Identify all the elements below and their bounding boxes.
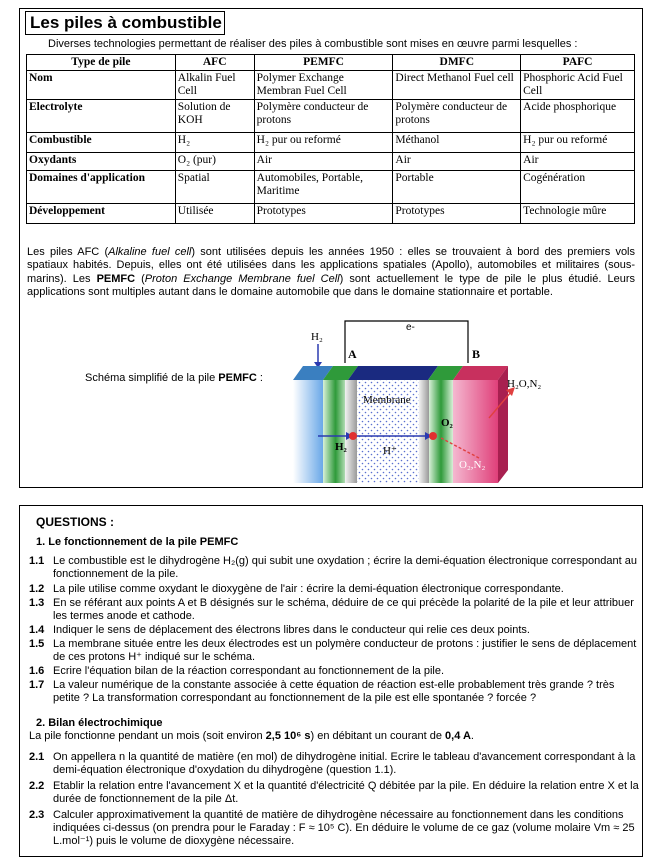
question-1-2 [29,583,639,596]
para-text: Les piles AFC ( [27,246,109,258]
o2-label: O₂ [441,417,453,429]
anode-reaction-star [349,432,357,440]
bilan-text: La pile fonctionne pendant un mois (soit environ [29,730,266,742]
h2o-n2-label: H₂O,N₂ [507,378,542,390]
para-text: ) sont utilisées depuis les années 1950 : elles se trouvaient à bord des premiers vols spatiaux habités. Depuis, elles ont été utilisées dans les applications spatiales (Apollo), automobiles et militaires (sous-marins). Les [27,246,636,285]
fuel-cell-table [26,54,635,224]
schema-caption [85,372,263,384]
question-text: Ecrire l'équation bilan de la réaction correspondant au fonctionnement de la pile. [53,665,445,677]
caption-text: : [256,372,263,384]
bilan-statement [29,730,474,742]
table-header: AFC [175,55,254,71]
table-header: Type de pile [27,55,176,71]
table-cell: Direct Methanol Fuel cell [393,71,521,100]
bilan-current: 0,4 A [445,730,471,742]
para-text: ) sont actuellement le type de pile le plus étudié. Leurs applications sont multiples autant dans le domaine automobile que dans le domaine stationnaire et portable. [27,272,635,299]
section-1-title: 1. Le fonctionnement de la pile PEMFC [36,536,239,548]
point-b-label: B [472,347,481,361]
question-text: La pile utilise comme oxydant le dioxygène de l'air : écrire la demi-équation électronique correspondante. [53,583,564,595]
question-number: 1.1 [29,555,45,567]
table-cell: Alkalin Fuel Cell [175,71,254,100]
bilan-duration: 2,5 10⁶ s [265,730,311,742]
row-label: Domaines d'application [27,171,176,204]
table-cell: Prototypes [254,204,393,224]
h2-inlet-label: H₂ [311,331,323,343]
table-row [27,204,635,224]
table-header: PAFC [521,55,635,71]
question-number: 1.4 [29,624,45,636]
question-text: La membrane située entre les deux électrodes est un polymère conducteur de protons : justifier le sens de déplacement de ces protons H⁺ indiqué sur le schéma. [53,638,637,663]
table-row [27,153,635,171]
question-1-6 [29,665,639,678]
cathode-reaction-star [429,432,437,440]
table-cell: Air [254,153,393,171]
table-cell: Solution de KOH [175,100,254,133]
intro-text: Diverses technologies permettant de réaliser des piles à combustible sont mises en œuvre parmi lesquelles : [48,38,578,50]
row-label: Développement [27,204,176,224]
table-cell: Méthanol [393,133,521,153]
grey-layer-right [419,380,429,483]
table-row [27,171,635,204]
table-row [27,100,635,133]
question-1-4 [29,624,639,637]
table-header: DMFC [393,55,521,71]
table-cell: Technologie mûre [521,204,635,224]
table-cell: Phosphoric Acid Fuel Cell [521,71,635,100]
question-1-1 [29,555,639,581]
question-text: La valeur numérique de la constante associée à cette équation de réaction est-elle probablement très grande ? très petite ? La transformation correspondant au fonctionnement de la pile est elle spontanée ? forcée ? [53,679,615,704]
table-row [27,71,635,100]
row-label: Combustible [27,133,176,153]
table-cell: H₂ pur ou reformé [521,133,635,153]
question-number: 2.2 [29,780,45,792]
table-cell: Air [521,153,635,171]
proton-label: H⁺ [383,445,397,457]
pemfc-diagram [283,318,573,498]
question-text: On appellera n la quantité de matière (en mol) de dihydrogène initial. Ecrire le tableau d'avancement correspondant à la demi-équation électronique d'oxydation du dihydrogène (question 1.1). [53,751,636,776]
table-cell: Polymer Exchange Membran Fuel Cell [254,71,393,100]
table-cell: Acide phosphorique [521,100,635,133]
row-label: Nom [27,71,176,100]
table-cell: Cogénération [521,171,635,204]
cathode-green [429,380,453,483]
question-1-3 [29,597,639,623]
blue-layer [293,380,323,483]
table-cell: H₂ [175,133,254,153]
question-number: 1.7 [29,679,45,691]
anode-green [323,380,348,483]
table-cell: Air [393,153,521,171]
question-2-2 [29,780,639,806]
table-row [27,133,635,153]
question-text: En se référant aux points A et B désignés sur le schéma, déduire de ce qui précède la polarité de la pile et leur attribuer les termes anode et cathode. [53,597,634,622]
question-number: 2.3 [29,809,45,821]
page-title: Les piles à combustible [25,11,225,35]
table-cell: Polymère conducteur de protons [393,100,521,133]
para-bold: PEMFC [96,272,136,285]
bilan-text: ) en débitant un courant de [310,730,446,742]
question-number: 1.5 [29,638,45,650]
table-cell: H₂ pur ou reformé [254,133,393,153]
question-text: Le combustible est le dihydrogène H₂(g) qui subit une oxydation ; écrire la demi-équation électronique correspondant au fonctionnement de la pile. [53,555,637,580]
caption-text: Schéma simplifié de la pile [85,372,219,384]
grey-layer-left [345,380,357,483]
membrane-top [348,366,438,380]
question-1-5 [29,638,639,664]
membrane-label: Membrane [363,394,411,406]
row-label: Electrolyte [27,100,176,133]
question-2-3 [29,809,639,848]
questions-heading: QUESTIONS : [36,515,115,529]
table-cell: O₂ (pur) [175,153,254,171]
table-cell: Automobiles, Portable, Maritime [254,171,393,204]
description-paragraph [27,246,635,300]
para-italic: Alkaline fuel cell [108,246,192,258]
electron-label: e- [406,322,415,333]
table-header-row [27,55,635,71]
question-text: Calculer approximativement la quantité de matière de dihydrogène nécessaire au fonctionnement dans les conditions indiquées ci-dessus (on prendra pour le Faraday : F ≈ 10⁵ C). En déduire le volume de ce gaz (volume molaire Vm ≈ 25 L.mol⁻¹) puis le volume de dioxygène nécessaire. [53,809,635,847]
table-cell: Utilisée [175,204,254,224]
table-cell: Portable [393,171,521,204]
question-number: 1.3 [29,597,45,609]
table-cell: Prototypes [393,204,521,224]
section-2-title: 2. Bilan électrochimique [36,717,163,729]
question-text: Indiquer le sens de déplacement des électrons libres dans le conducteur qui relie ces deux points. [53,624,530,636]
bilan-text: . [470,730,474,742]
para-text: ( [135,272,145,285]
question-text: Etablir la relation entre l'avancement X et la quantité d'électricité Q débitée par la pile. En déduire la relation entre X et la durée de fonctionnement de la pile Δt. [53,780,639,805]
point-a-label: A [348,347,357,361]
o2-n2-label: O₂,N₂ [459,459,486,471]
row-label: Oxydants [27,153,176,171]
para-italic: Proton Exchange Membrane fuel Cell [144,272,340,285]
h2-flow-label: H₂ [335,441,347,453]
table-cell: Polymère conducteur de protons [254,100,393,133]
question-number: 1.6 [29,665,45,677]
question-2-1 [29,751,639,777]
table-cell: Spatial [175,171,254,204]
table-header: PEMFC [254,55,393,71]
caption-bold: PEMFC [218,372,257,384]
question-number: 2.1 [29,751,45,763]
question-number: 1.2 [29,583,45,595]
question-1-7 [29,679,639,705]
